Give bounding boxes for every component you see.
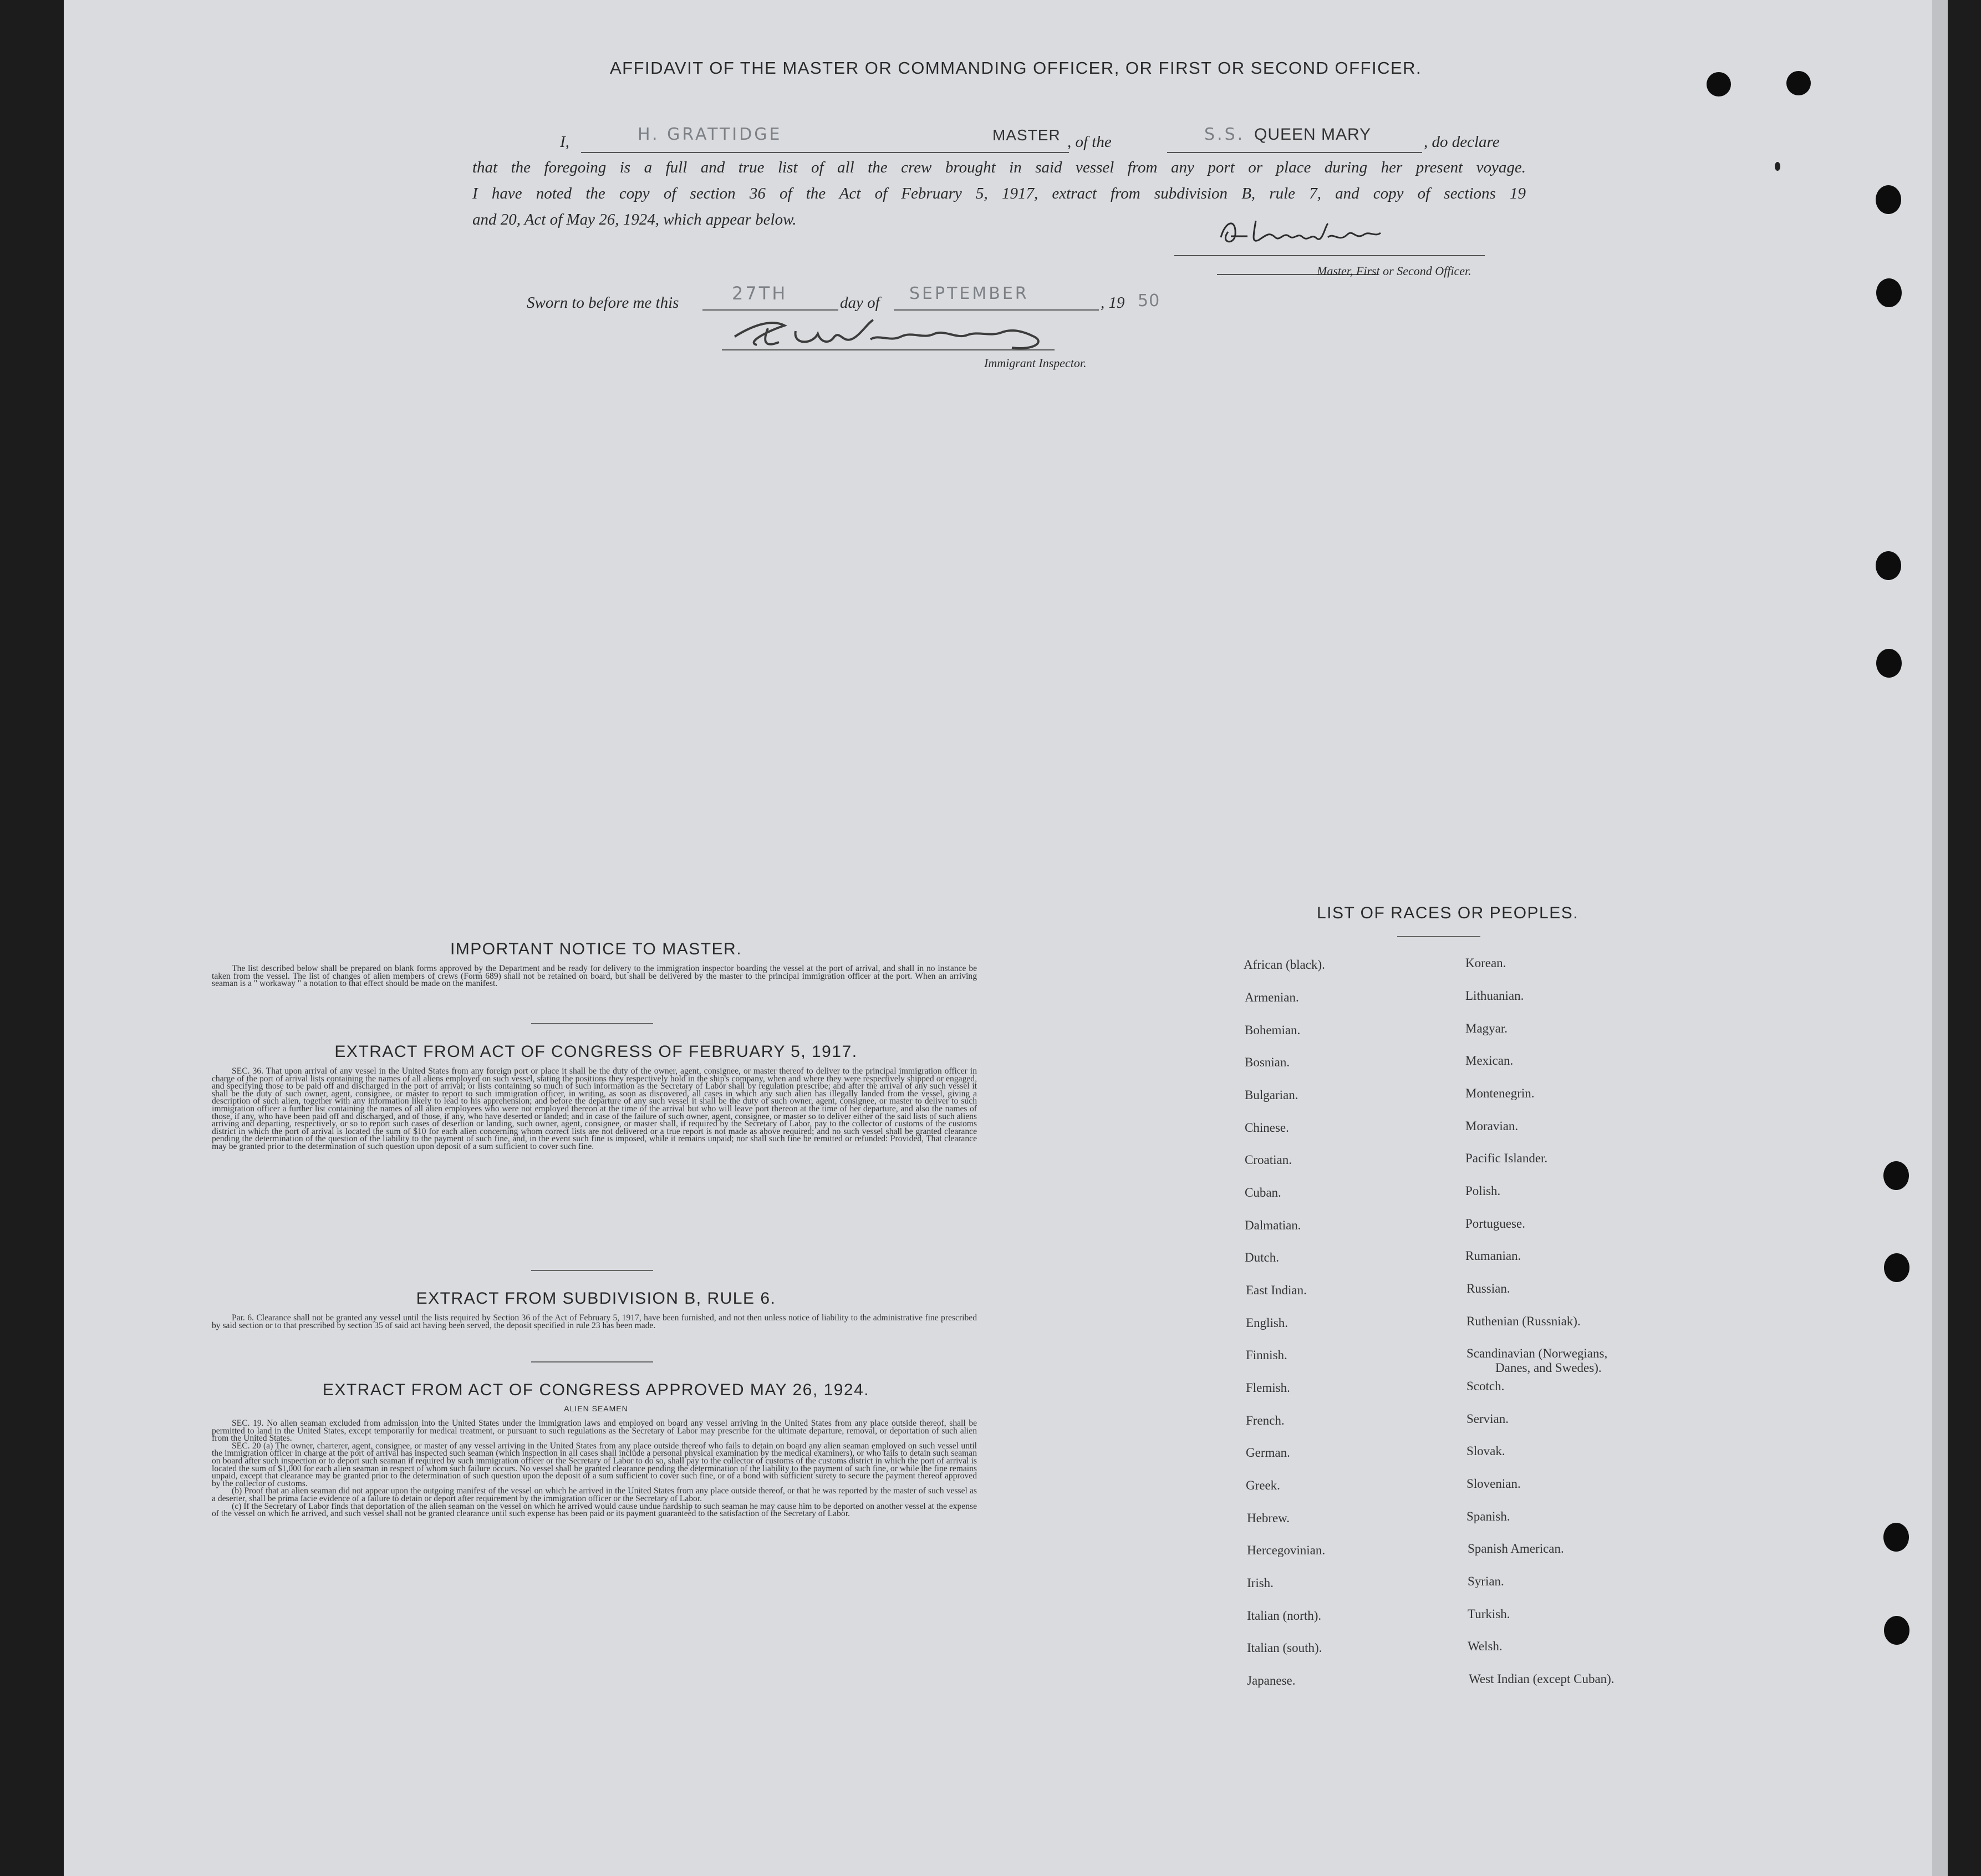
affidavit-line-3: I have noted the copy of section 36 of the Act of February 5, 1917, extract from subdivision B, rule 7, and copy of sections 19: [472, 185, 1526, 202]
race-item: Servian.: [1466, 1412, 1509, 1426]
document-page: [64, 0, 1932, 1876]
extract-1917-heading: EXTRACT FROM ACT OF CONGRESS OF FEBRUARY 5, 1917.: [334, 1043, 858, 1061]
race-item: Portuguese.: [1465, 1217, 1525, 1231]
notice-body: [212, 965, 977, 988]
race-item: Spanish American.: [1468, 1542, 1564, 1555]
page-edge: [1932, 0, 1948, 1876]
vessel-prefix: S.S.: [1204, 125, 1245, 144]
race-item: Chinese.: [1245, 1121, 1289, 1135]
separator: [531, 1270, 653, 1271]
rule6-heading: EXTRACT FROM SUBDIVISION B, RULE 6.: [416, 1289, 776, 1308]
race-item: English.: [1246, 1316, 1289, 1330]
race-item: Armenian.: [1245, 990, 1299, 1004]
separator: [531, 1361, 653, 1362]
inspector-rule: [722, 349, 1055, 350]
ink-speck: [1775, 162, 1780, 171]
race-item: Danes, and Swedes).: [1495, 1361, 1602, 1375]
race-item: Bohemian.: [1245, 1023, 1301, 1037]
year-suffix: 50: [1138, 291, 1160, 311]
punch-hole: [1786, 71, 1811, 95]
race-item: Hercegovinian.: [1247, 1543, 1326, 1557]
race-item: Bosnian.: [1245, 1055, 1290, 1069]
race-item: Montenegrin.: [1465, 1086, 1535, 1100]
sworn-text: Sworn to before me this: [527, 294, 679, 312]
separator: [531, 1023, 653, 1024]
race-item: Finnish.: [1246, 1348, 1287, 1362]
race-item: Korean.: [1465, 956, 1506, 970]
punch-hole: [1884, 1253, 1909, 1282]
race-item: West Indian (except Cuban).: [1469, 1672, 1615, 1686]
race-item: Welsh.: [1468, 1639, 1503, 1653]
race-item: Hebrew.: [1247, 1511, 1290, 1525]
race-item: Scotch.: [1466, 1379, 1505, 1393]
affidavit-line-2: that the foregoing is a full and true list of all the crew brought in said vessel from any port or place during her present voyage.: [472, 159, 1526, 176]
name-rule: [581, 152, 1069, 153]
race-item: Dutch.: [1245, 1250, 1279, 1264]
race-item: Greek.: [1246, 1478, 1280, 1492]
race-item: Italian (north).: [1247, 1609, 1322, 1623]
race-item: Irish.: [1247, 1576, 1274, 1590]
race-item: African (black).: [1244, 958, 1325, 972]
notice-heading: IMPORTANT NOTICE TO MASTER.: [450, 940, 742, 958]
rule6-paragraph: Par. 6. Clearance shall not be granted any vessel until the lists required by Section 36 of the Act of February 5, 1917, have been furnished, and not then unless notice of liability to the administrative fine prescribed by said section or to that prescribed by section 35 of said act having been served, the deposit specified in rule 23 has been made.: [212, 1313, 977, 1330]
race-item: Flemish.: [1246, 1381, 1290, 1395]
punch-hole: [1884, 1616, 1909, 1645]
rule6-body: [212, 1314, 977, 1329]
month-rule: [894, 309, 1099, 311]
race-item: Bulgarian.: [1245, 1088, 1298, 1102]
race-item: Russian.: [1466, 1282, 1510, 1295]
punch-hole: [1876, 551, 1901, 580]
vessel-rule: [1167, 152, 1422, 153]
inspector-caption: Immigrant Inspector.: [984, 356, 1087, 370]
sec-19-paragraph: SEC. 19. No alien seaman excluded from admission into the United States under the immigration laws and employed on board any vessel arriving in the United States from any place outside thereof, shall be permitted to land in the United States, except temporarily for medical treatment, or pursuant to such regulations as the Secretary of Labor may prescribe for the ultimate departure, removal, or deportation of such alien from the United States.: [212, 1419, 977, 1443]
sec-20a-paragraph: SEC. 20 (a) The owner, charterer, agent, consignee, or master of any vessel arriving in the United States from any place outside thereof who fails to detain on board any alien seaman employed on such vessel until the immigration officer in charge at the port of arrival has inspected such seaman (which inspection in all cases shall include a personal physical examination by the medical examiners), or who fails to detain such seaman on board after such inspection or to deport such seaman if required by such immigration officer or the Secretary of Labor to do so, shall pay to the collector of customs of the customs district in which the port of arrival is located the sum of $1,000 for each alien seaman in respect of whom such failure occurs. No vessel shall be granted clearance pending the determination of the liability to the payment of such fine, or while the fine remains unpaid, except that clearance may be granted prior to the determination of such question upon the deposit of a sum sufficient to cover such fine, or of a bond with sufficient surety to secure the payment thereof approved by the collector of customs.: [212, 1441, 977, 1488]
race-item: Slovak.: [1466, 1444, 1505, 1458]
race-item: Turkish.: [1468, 1607, 1510, 1621]
master-signature-rule: [1174, 255, 1485, 256]
sworn-month: SEPTEMBER: [909, 284, 1029, 303]
race-item: Croatian.: [1245, 1153, 1292, 1167]
race-item: Slovenian.: [1466, 1477, 1521, 1491]
sworn-day: 27TH: [732, 283, 788, 304]
punch-hole: [1876, 185, 1901, 214]
punch-hole: [1707, 72, 1731, 96]
race-item: Scandinavian (Norwegians,: [1466, 1346, 1608, 1360]
year-prefix: , 19: [1101, 294, 1125, 312]
master-caption: Master, First or Second Officer.: [1317, 264, 1471, 278]
sec-20c-paragraph: (c) If the Secretary of Labor finds that deportation of the alien seaman on the vessel on which he arrived would cause undue hardship to such seaman he may cause him to be deported on another vessel at the expense of the vessel on which he arrived, and such vessel shall not be granted clearance until such expense has been paid or its payment guaranteed to the satisfaction of the Secretary of Labor.: [212, 1501, 977, 1519]
affidavit-line-4: and 20, Act of May 26, 1924, which appear below.: [472, 211, 797, 228]
races-title: LIST OF RACES OR PEOPLES.: [1317, 904, 1579, 922]
race-item: Syrian.: [1468, 1574, 1504, 1588]
extract-1924-body: [212, 1420, 977, 1518]
page-title: AFFIDAVIT OF THE MASTER OR COMMANDING OFFICER, OR FIRST OR SECOND OFFICER.: [610, 58, 1422, 78]
punch-hole: [1883, 1161, 1909, 1190]
race-item: Italian (south).: [1247, 1641, 1322, 1655]
race-item: French.: [1246, 1414, 1285, 1427]
race-item: German.: [1246, 1446, 1290, 1460]
affidavit-pronoun: I,: [560, 133, 569, 151]
master-rank: MASTER: [992, 126, 1061, 144]
race-item: Moravian.: [1465, 1119, 1519, 1133]
extract-1924-heading: EXTRACT FROM ACT OF CONGRESS APPROVED MAY 26, 1924.: [322, 1381, 870, 1399]
race-item: Spanish.: [1466, 1509, 1510, 1523]
vessel-name: QUEEN MARY: [1254, 125, 1372, 144]
race-item: Magyar.: [1465, 1021, 1508, 1035]
extract-1917-body: [212, 1067, 977, 1151]
punch-hole: [1883, 1523, 1909, 1552]
punch-hole: [1876, 278, 1902, 307]
day-of-text: day of: [840, 294, 880, 312]
race-item: Japanese.: [1247, 1674, 1296, 1687]
day-rule: [702, 309, 838, 311]
notice-paragraph: The list described below shall be prepared on blank forms approved by the Department and be ready for delivery to the immigration inspector boarding the vessel at the port of arrival, and shall in no instance be taken from the vessel. The list of changes of alien members of crews (Form 689) shall not be retained on board, but shall be delivered by the master to the principal immigration officer at the port. When an arriving seaman is a " workaway " a notation to that effect should be made on the manifest.: [212, 964, 977, 989]
separator: [1397, 936, 1480, 937]
race-item: Lithuanian.: [1465, 989, 1524, 1003]
punch-hole: [1876, 649, 1902, 678]
sec-20b-paragraph: (b) Proof that an alien seaman did not appear upon the outgoing manifest of the vessel on which he arrived in the United States from any place outside thereof, or that he was reported by the master of such vessel as a deserter, shall be prima facie evidence of a failure to detain or deport after requirement by the immigration officer or the Secretary of Labor.: [212, 1486, 977, 1503]
race-item: Pacific Islander.: [1465, 1151, 1548, 1165]
race-item: Cuban.: [1245, 1186, 1281, 1199]
race-item: Rumanian.: [1465, 1249, 1521, 1263]
do-declare-text: , do declare: [1424, 133, 1500, 151]
race-item: Polish.: [1465, 1184, 1501, 1198]
race-item: Mexican.: [1465, 1054, 1514, 1067]
master-name: H. GRATTIDGE: [638, 125, 782, 144]
race-item: Dalmatian.: [1245, 1218, 1301, 1232]
of-the-text: , of the: [1067, 133, 1112, 151]
race-item: Ruthenian (Russniak).: [1466, 1314, 1581, 1328]
alien-seamen-subheading: ALIEN SEAMEN: [564, 1404, 628, 1413]
extract-1917-paragraph: SEC. 36. That upon arrival of any vessel in the United States from any foreign port or place it shall be the duty of the owner, agent, consignee, or master thereof to deliver to the principal immigration officer in charge of the port of arrival lists containing the names of all aliens employed on such vessel, stating the positions they respectively hold in the ship's company, when and where they were respectively shipped or engaged, and specifying those to be paid off and discharged in the port of arrival; or lists containing so much of such information as the Secretary of Labor shall by regulation prescribe; and after the arrival of any such vessel it shall be the duty of such owner, agent, consignee, or master to report to such immigration officer, in writing, as soon as discovered, all cases in which any such alien has illegally landed from the vessel, giving a description of such alien, together with any information likely to lead to his apprehension; and before the departure of any such vessel it shall be the duty of such owner, agent, consignee, or master to deliver to such immigration officer a further list containing the names of all alien employees who were not employed thereon at the time of the arrival but who will leave port thereon at the time of her departure, and also the names of those, if any, who have been paid off and discharged, and of those, if any, who have deserted or landed; and in case of the failure of such owner, agent, consignee, or master so to deliver either of the said lists of such aliens arriving and departing, respectively, or so to report such cases of desertion or landing, such owner, agent, consignee, or master shall, if required by the Secretary of Labor, pay to the collector of customs of the customs district in which the port of arrival is located the sum of $10 for each alien concerning whom correct lists are not delivered or a true report is not made as above required; and no such vessel shall be granted clearance pending the determination of the question of the liability to the payment of such fine, and, in the event such fine is imposed, while it remains unpaid; nor shall such fine be remitted or refunded: Provided, That clearance may be granted prior to the determination of such question upon deposit of a sum sufficient to cover such fine.: [212, 1066, 977, 1151]
race-item: East Indian.: [1246, 1283, 1307, 1297]
master-signature: [1214, 210, 1403, 254]
